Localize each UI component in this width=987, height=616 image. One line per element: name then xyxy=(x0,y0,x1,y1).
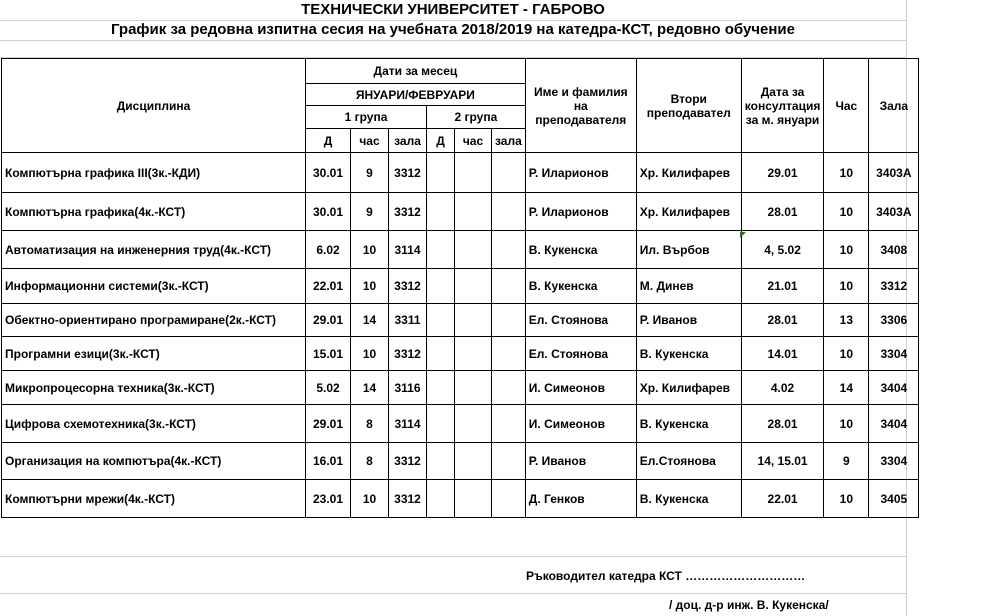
cell-teacher: И. Симеонов xyxy=(525,371,636,405)
cell-teacher: В. Кукенска xyxy=(525,231,636,269)
cell-g2-hour xyxy=(455,231,492,269)
cell-consult-room: 3404 xyxy=(869,405,919,443)
cell-consult-hour: 10 xyxy=(824,480,869,518)
cell-g2-room xyxy=(492,337,526,371)
empty-cell xyxy=(427,518,455,556)
cell-g2-room xyxy=(492,480,526,518)
schedule-subtitle: График за редовна изпитна сесия на учебната 2018/2019 на катедра-КСТ, редовно обучение xyxy=(110,21,795,38)
header-discipline: Дисциплина xyxy=(2,59,306,153)
cell-consult-date: 14.01 xyxy=(741,337,824,371)
header-second-teacher: Втори преподавател xyxy=(636,59,741,153)
grid-line xyxy=(0,556,906,557)
cell-g1-date: 16.01 xyxy=(306,443,351,480)
cell-second-teacher: Ел.Стоянова xyxy=(636,443,741,480)
cell-g1-room: 3312 xyxy=(389,480,427,518)
cell-consult-hour: 13 xyxy=(824,304,869,337)
header-g2-hour: час xyxy=(455,129,492,153)
cell-consult-room: 3405 xyxy=(869,480,919,518)
cell-consult-hour: 10 xyxy=(824,405,869,443)
cell-g1-date: 5.02 xyxy=(306,371,351,405)
cell-g2-room xyxy=(492,231,526,269)
department-head-name: / доц. д-р инж. В. Кукенска/ xyxy=(669,598,829,612)
header-consult-room: Зала xyxy=(869,59,919,153)
empty-row xyxy=(2,518,919,556)
cell-consult-date: 28.01 xyxy=(741,405,824,443)
cell-g1-hour: 10 xyxy=(351,337,389,371)
cell-g1-date: 29.01 xyxy=(306,304,351,337)
header-g1-hour: час xyxy=(351,129,389,153)
cell-g1-room: 3312 xyxy=(389,153,427,193)
cell-consult-date: 21.01 xyxy=(741,269,824,304)
cell-consult-hour: 10 xyxy=(824,337,869,371)
cell-g1-room: 3312 xyxy=(389,269,427,304)
department-head-line: Ръководител катедра КСТ ………………………… xyxy=(526,569,806,583)
cell-g2-date xyxy=(427,269,455,304)
exam-schedule-table xyxy=(1,58,919,556)
cell-teacher: Р. Иларионов xyxy=(525,193,636,231)
cell-discipline: Организация на компютъра(4к.-КСТ) xyxy=(2,443,306,480)
cell-second-teacher: Хр. Килифарев xyxy=(636,193,741,231)
table-row xyxy=(2,337,919,371)
cell-g2-hour xyxy=(455,443,492,480)
cell-g2-date xyxy=(427,231,455,269)
cell-g2-date xyxy=(427,193,455,231)
empty-cell xyxy=(741,518,824,556)
cell-consult-date: 14, 15.01 xyxy=(741,443,824,480)
cell-consult-hour: 9 xyxy=(824,443,869,480)
cell-second-teacher: В. Кукенска xyxy=(636,405,741,443)
cell-g2-date xyxy=(427,337,455,371)
cell-g1-hour: 10 xyxy=(351,269,389,304)
table-row xyxy=(2,371,919,405)
cell-g1-date: 23.01 xyxy=(306,480,351,518)
cell-g1-hour: 8 xyxy=(351,405,389,443)
cell-discipline: Информационни системи(3к.-КСТ) xyxy=(2,269,306,304)
header-g2-day: Д xyxy=(427,129,455,153)
empty-cell xyxy=(351,518,389,556)
cell-consult-room: 3304 xyxy=(869,443,919,480)
cell-g2-room xyxy=(492,443,526,480)
empty-cell xyxy=(306,518,351,556)
header-dates-for-month: Дати за месец xyxy=(306,59,526,84)
university-title: ТЕХНИЧЕСКИ УНИВЕРСИТЕТ - ГАБРОВО xyxy=(301,1,605,18)
cell-second-teacher: М. Динев xyxy=(636,269,741,304)
cell-g2-date xyxy=(427,405,455,443)
cell-g1-room: 3114 xyxy=(389,231,427,269)
cell-teacher: Ел. Стоянова xyxy=(525,304,636,337)
cell-consult-hour: 10 xyxy=(824,153,869,193)
empty-cell xyxy=(824,518,869,556)
cell-discipline: Автоматизация на инженерния труд(4к.-КСТ) xyxy=(2,231,306,269)
cell-g1-date: 22.01 xyxy=(306,269,351,304)
table-row xyxy=(2,405,919,443)
empty-cell xyxy=(492,518,526,556)
table-row xyxy=(2,153,919,193)
header-g2-room: зала xyxy=(492,129,526,153)
header-teacher: Име и фамилия на преподавателя xyxy=(525,59,636,153)
cell-note-marker xyxy=(740,232,746,238)
cell-g1-room: 3312 xyxy=(389,193,427,231)
cell-g2-hour xyxy=(455,337,492,371)
cell-consult-room: 3404 xyxy=(869,371,919,405)
empty-cell xyxy=(455,518,492,556)
cell-g2-room xyxy=(492,304,526,337)
cell-g1-date: 15.01 xyxy=(306,337,351,371)
table-row xyxy=(2,193,919,231)
cell-g2-hour xyxy=(455,193,492,231)
cell-g2-room xyxy=(492,371,526,405)
header-months: ЯНУАРИ/ФЕВРУАРИ xyxy=(306,84,526,106)
cell-consult-room: 3312 xyxy=(869,269,919,304)
cell-g1-date: 29.01 xyxy=(306,405,351,443)
cell-g1-hour: 14 xyxy=(351,304,389,337)
cell-consult-date: 4.02 xyxy=(741,371,824,405)
cell-discipline: Цифрова схемотехника(3к.-КСТ) xyxy=(2,405,306,443)
cell-discipline: Компютърни мрежи(4к.-КСТ) xyxy=(2,480,306,518)
cell-g2-date xyxy=(427,443,455,480)
cell-g2-date xyxy=(427,153,455,193)
table-row xyxy=(2,443,919,480)
table-row xyxy=(2,231,919,269)
cell-g2-hour xyxy=(455,405,492,443)
empty-cell xyxy=(389,518,427,556)
header-group-1: 1 група xyxy=(306,106,427,129)
cell-consult-date: 28.01 xyxy=(741,193,824,231)
empty-cell xyxy=(525,518,636,556)
table-row xyxy=(2,269,919,304)
empty-cell xyxy=(2,518,306,556)
cell-consult-room: 3403А xyxy=(869,153,919,193)
cell-g2-room xyxy=(492,269,526,304)
grid-line xyxy=(0,593,906,594)
cell-discipline: Компютърна графика III(3к.-КДИ) xyxy=(2,153,306,193)
header-consult-date: Дата за консултация за м. януари xyxy=(741,59,824,153)
cell-teacher: Р. Иларионов xyxy=(525,153,636,193)
cell-g2-room xyxy=(492,405,526,443)
cell-g1-hour: 10 xyxy=(351,480,389,518)
cell-g1-hour: 14 xyxy=(351,371,389,405)
cell-g1-hour: 9 xyxy=(351,153,389,193)
cell-consult-hour: 14 xyxy=(824,371,869,405)
cell-g1-hour: 9 xyxy=(351,193,389,231)
cell-g1-room: 3312 xyxy=(389,337,427,371)
header-g1-day: Д xyxy=(306,129,351,153)
cell-g2-hour xyxy=(455,153,492,193)
cell-second-teacher: Хр. Килифарев xyxy=(636,371,741,405)
cell-teacher: Ел. Стоянова xyxy=(525,337,636,371)
table-row xyxy=(2,304,919,337)
cell-consult-room: 3304 xyxy=(869,337,919,371)
cell-consult-hour: 10 xyxy=(824,193,869,231)
cell-g2-date xyxy=(427,304,455,337)
cell-second-teacher: В. Кукенска xyxy=(636,480,741,518)
cell-g1-hour: 10 xyxy=(351,231,389,269)
empty-cell xyxy=(636,518,741,556)
cell-g2-hour xyxy=(455,480,492,518)
cell-discipline: Микропроцесорна техника(3к.-КСТ) xyxy=(2,371,306,405)
cell-consult-hour: 10 xyxy=(824,269,869,304)
cell-consult-room: 3403А xyxy=(869,193,919,231)
header-consult-hour: Час xyxy=(824,59,869,153)
header-g1-room: зала xyxy=(389,129,427,153)
cell-consult-date: 4, 5.02 xyxy=(741,231,824,269)
cell-g1-room: 3311 xyxy=(389,304,427,337)
cell-teacher: И. Симеонов xyxy=(525,405,636,443)
header-group-2: 2 група xyxy=(427,106,526,129)
cell-g2-hour xyxy=(455,304,492,337)
cell-g2-hour xyxy=(455,371,492,405)
cell-consult-date: 22.01 xyxy=(741,480,824,518)
cell-second-teacher: Р. Иванов xyxy=(636,304,741,337)
cell-teacher: Р. Иванов xyxy=(525,443,636,480)
cell-g2-date xyxy=(427,371,455,405)
cell-second-teacher: Хр. Килифарев xyxy=(636,153,741,193)
grid-line xyxy=(0,40,906,41)
cell-g2-date xyxy=(427,480,455,518)
cell-second-teacher: Ил. Върбов xyxy=(636,231,741,269)
cell-second-teacher: В. Кукенска xyxy=(636,337,741,371)
cell-g2-hour xyxy=(455,269,492,304)
table-row xyxy=(2,480,919,518)
cell-g1-hour: 8 xyxy=(351,443,389,480)
cell-g1-room: 3116 xyxy=(389,371,427,405)
cell-g2-room xyxy=(492,153,526,193)
cell-consult-date: 29.01 xyxy=(741,153,824,193)
empty-cell xyxy=(869,518,919,556)
cell-consult-room: 3408 xyxy=(869,231,919,269)
cell-consult-date: 28.01 xyxy=(741,304,824,337)
cell-teacher: Д. Генков xyxy=(525,480,636,518)
cell-discipline: Програмни езици(3к.-КСТ) xyxy=(2,337,306,371)
cell-consult-hour: 10 xyxy=(824,231,869,269)
cell-teacher: В. Кукенска xyxy=(525,269,636,304)
cell-g1-date: 6.02 xyxy=(306,231,351,269)
cell-consult-room: 3306 xyxy=(869,304,919,337)
cell-g1-date: 30.01 xyxy=(306,153,351,193)
cell-g1-room: 3114 xyxy=(389,405,427,443)
cell-g1-room: 3312 xyxy=(389,443,427,480)
cell-g2-room xyxy=(492,193,526,231)
cell-discipline: Обектно-ориентирано програмиране(2к.-КСТ) xyxy=(2,304,306,337)
cell-g1-date: 30.01 xyxy=(306,193,351,231)
cell-discipline: Компютърна графика(4к.-КСТ) xyxy=(2,193,306,231)
